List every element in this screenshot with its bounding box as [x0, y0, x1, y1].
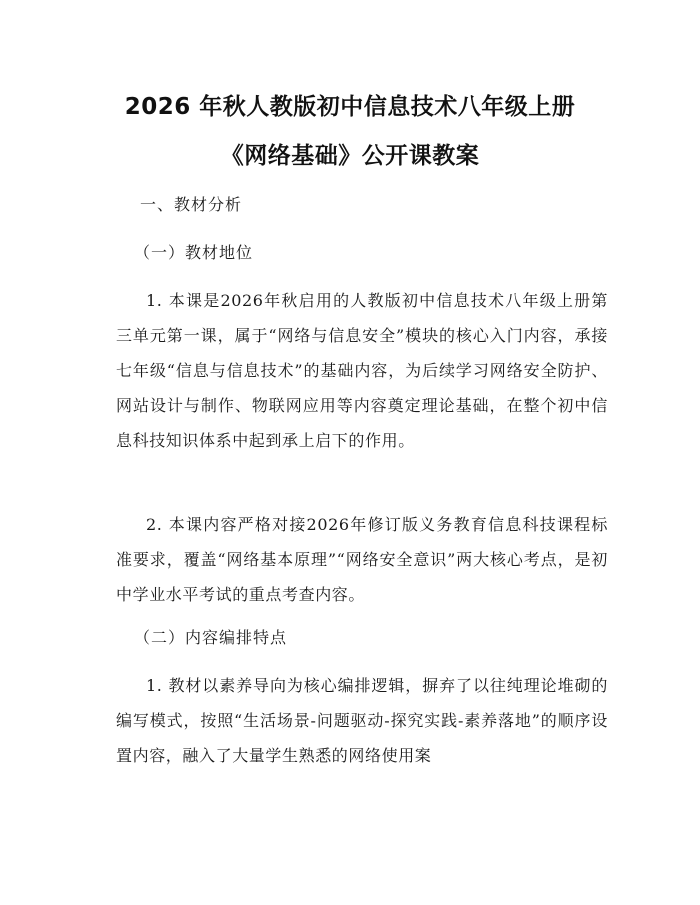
paragraph-2: 2. 本课内容严格对接2026年修订版义务教育信息科技课程标准要求，覆盖“网络基本原理”“网络安全意识”两大核心考点，是初中学业水平考试的重点考查内容。 — [116, 515, 608, 604]
subsection-heading-content-arrangement: （二）内容编排特点 — [134, 628, 288, 647]
section-heading-teaching-material-analysis: 一、教材分析 — [140, 195, 243, 214]
paragraph-3: 1. 教材以素养导向为核心编排逻辑，摒弃了以往纯理论堆砌的编写模式，按照“生活场景-问题驱动-探究实践-素养落地”的顺序设置内容，融入了大量学生熟悉的网络使用案 — [116, 676, 608, 765]
subsection-heading-material-position: （一）教材地位 — [134, 243, 254, 262]
document-title-line2: 《网络基础》公开课教案 — [220, 143, 480, 169]
document-title-line1: 2026 年秋人教版初中信息技术八年级上册 — [124, 94, 576, 120]
paragraph-1: 1. 本课是2026年秋启用的人教版初中信息技术八年级上册第三单元第一课，属于“网络与信息安全”模块的核心入门内容，承接七年级“信息与信息技术”的基础内容，为后续学习网络安全防护、网站设计与制作、物联网应用等内容奠定理论基础，在整个初中信息科技知识体系中起到承上启下的作用。 — [116, 291, 608, 450]
